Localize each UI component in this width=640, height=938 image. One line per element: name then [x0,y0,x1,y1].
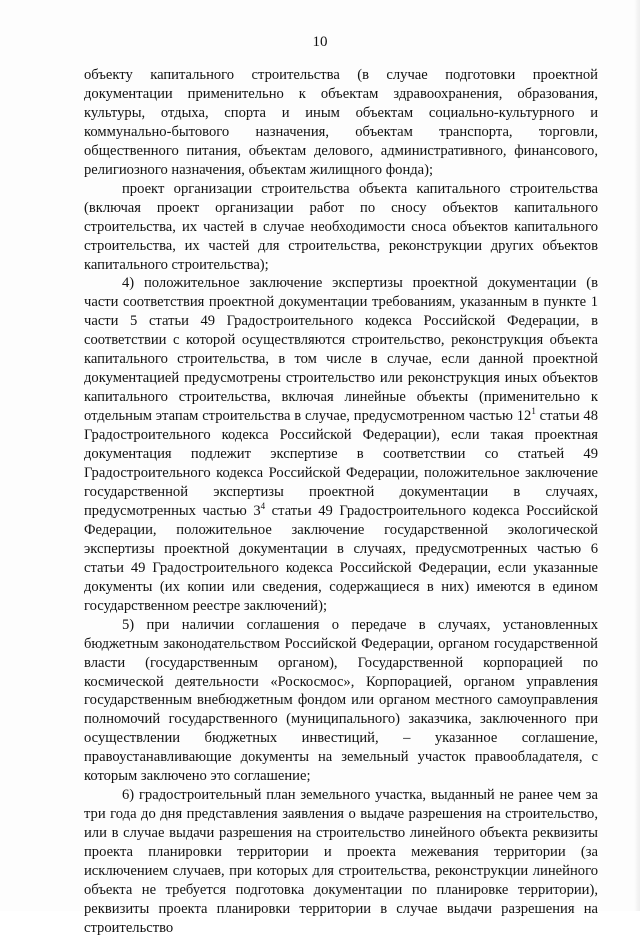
scan-edge-shadow [634,0,640,911]
page-number: 10 [312,34,328,50]
paragraph-item-4-expertise [84,274,598,615]
superscript-1: 1 [531,406,536,417]
paragraph-item-4-text-part1: 4) положительное заключение экспертизы проектной документации (в части соответствия проектной документации требованиям, указанным в пункте 1 части 5 статьи 49 Градостроительного кодекса Российской Федерации, в соответствии с которой осуществляются строительство, реконструкция объекта капитального строительства, в том числе в случае, если данной проектной документацией предусмотрены строительство или реконструкция иных объектов капитального строительства, включая линейные объекты (применительно к отдельным этапам строительства в случае, предусмотренном частью 12 [84,275,598,425]
superscript-4: 4 [260,500,266,511]
paragraph-item-4-text-part3: статьи 49 Градостроительного кодекса Российской Федерации, положительное заключение государственной экологической экспертизы проектной документации в случаях, предусмотренных частью 6 статьи 49 Градостроительного кодекса Российской Федерации, если указанные документы (их копии или сведения, содержащиеся в них) имеются в едином государственном реестре заключений); [84,502,598,614]
paragraph-item-5-agreement: 5) при наличии соглашения о передаче в случаях, установленных бюджетным законодательством Российской Федерации, органом государственной власти (государственным органом), Государственной корпорацией по космической деятельности «Роскосмос», Корпорацией, органом управления государственным внебюджетным фондом или органом местного самоуправления полномочий государственного (муниципального) заказчика, заключенного при осуществлении бюджетных инвестиций, – указанное соглашение, правоустанавливающие документы на земельный участок правообладателя, с которым заключено это соглашение; [84,616,598,785]
paragraph-item-4-text-part2: статьи 48 Градостроительного кодекса Российской Федерации), если такая проектная документация подлежит экспертизе в соответствии со статьей 49 Градостроительного кодекса Российской Федерации, положительное заключение государственной экспертизы проектной документации в случаях, предусмотренных частью 3 [84,408,598,519]
paragraph-construction-organization-project: проект организации строительства объекта капитального строительства (включая проект организации работ по сносу объектов капитального строительства, их частей в случае необходимости сноса объектов капитального строительства, их частей для строительства, реконструкции других объектов капитального строительства); [84,180,598,273]
document-body [84,66,598,938]
paragraph-item-6-urban-plan: 6) градостроительный план земельного участка, выданный не ранее чем за три года до дня представления заявления о выдаче разрешения на строительство, или в случае выдачи разрешения на строительство линейного объекта реквизиты проекта планировки территории и проекта межевания территории (за исключением случаев, при которых для строительства, реконструкции линейного объекта не требуется подготовка документации по планировке территории), реквизиты проекта планировки территории в случае выдачи разрешения на строительство [84,787,598,936]
paragraph-continuation: объекту капитального строительства (в случае подготовки проектной документации применительно к объектам здравоохранения, образования, культуры, отдыха, спорта и иным объектам социально-культурного и коммунально-бытового назначения, объектам транспорта, торговли, общественного питания, объектам делового, административного, финансового, религиозного назначения, объектам жилищного фонда); [84,67,598,178]
